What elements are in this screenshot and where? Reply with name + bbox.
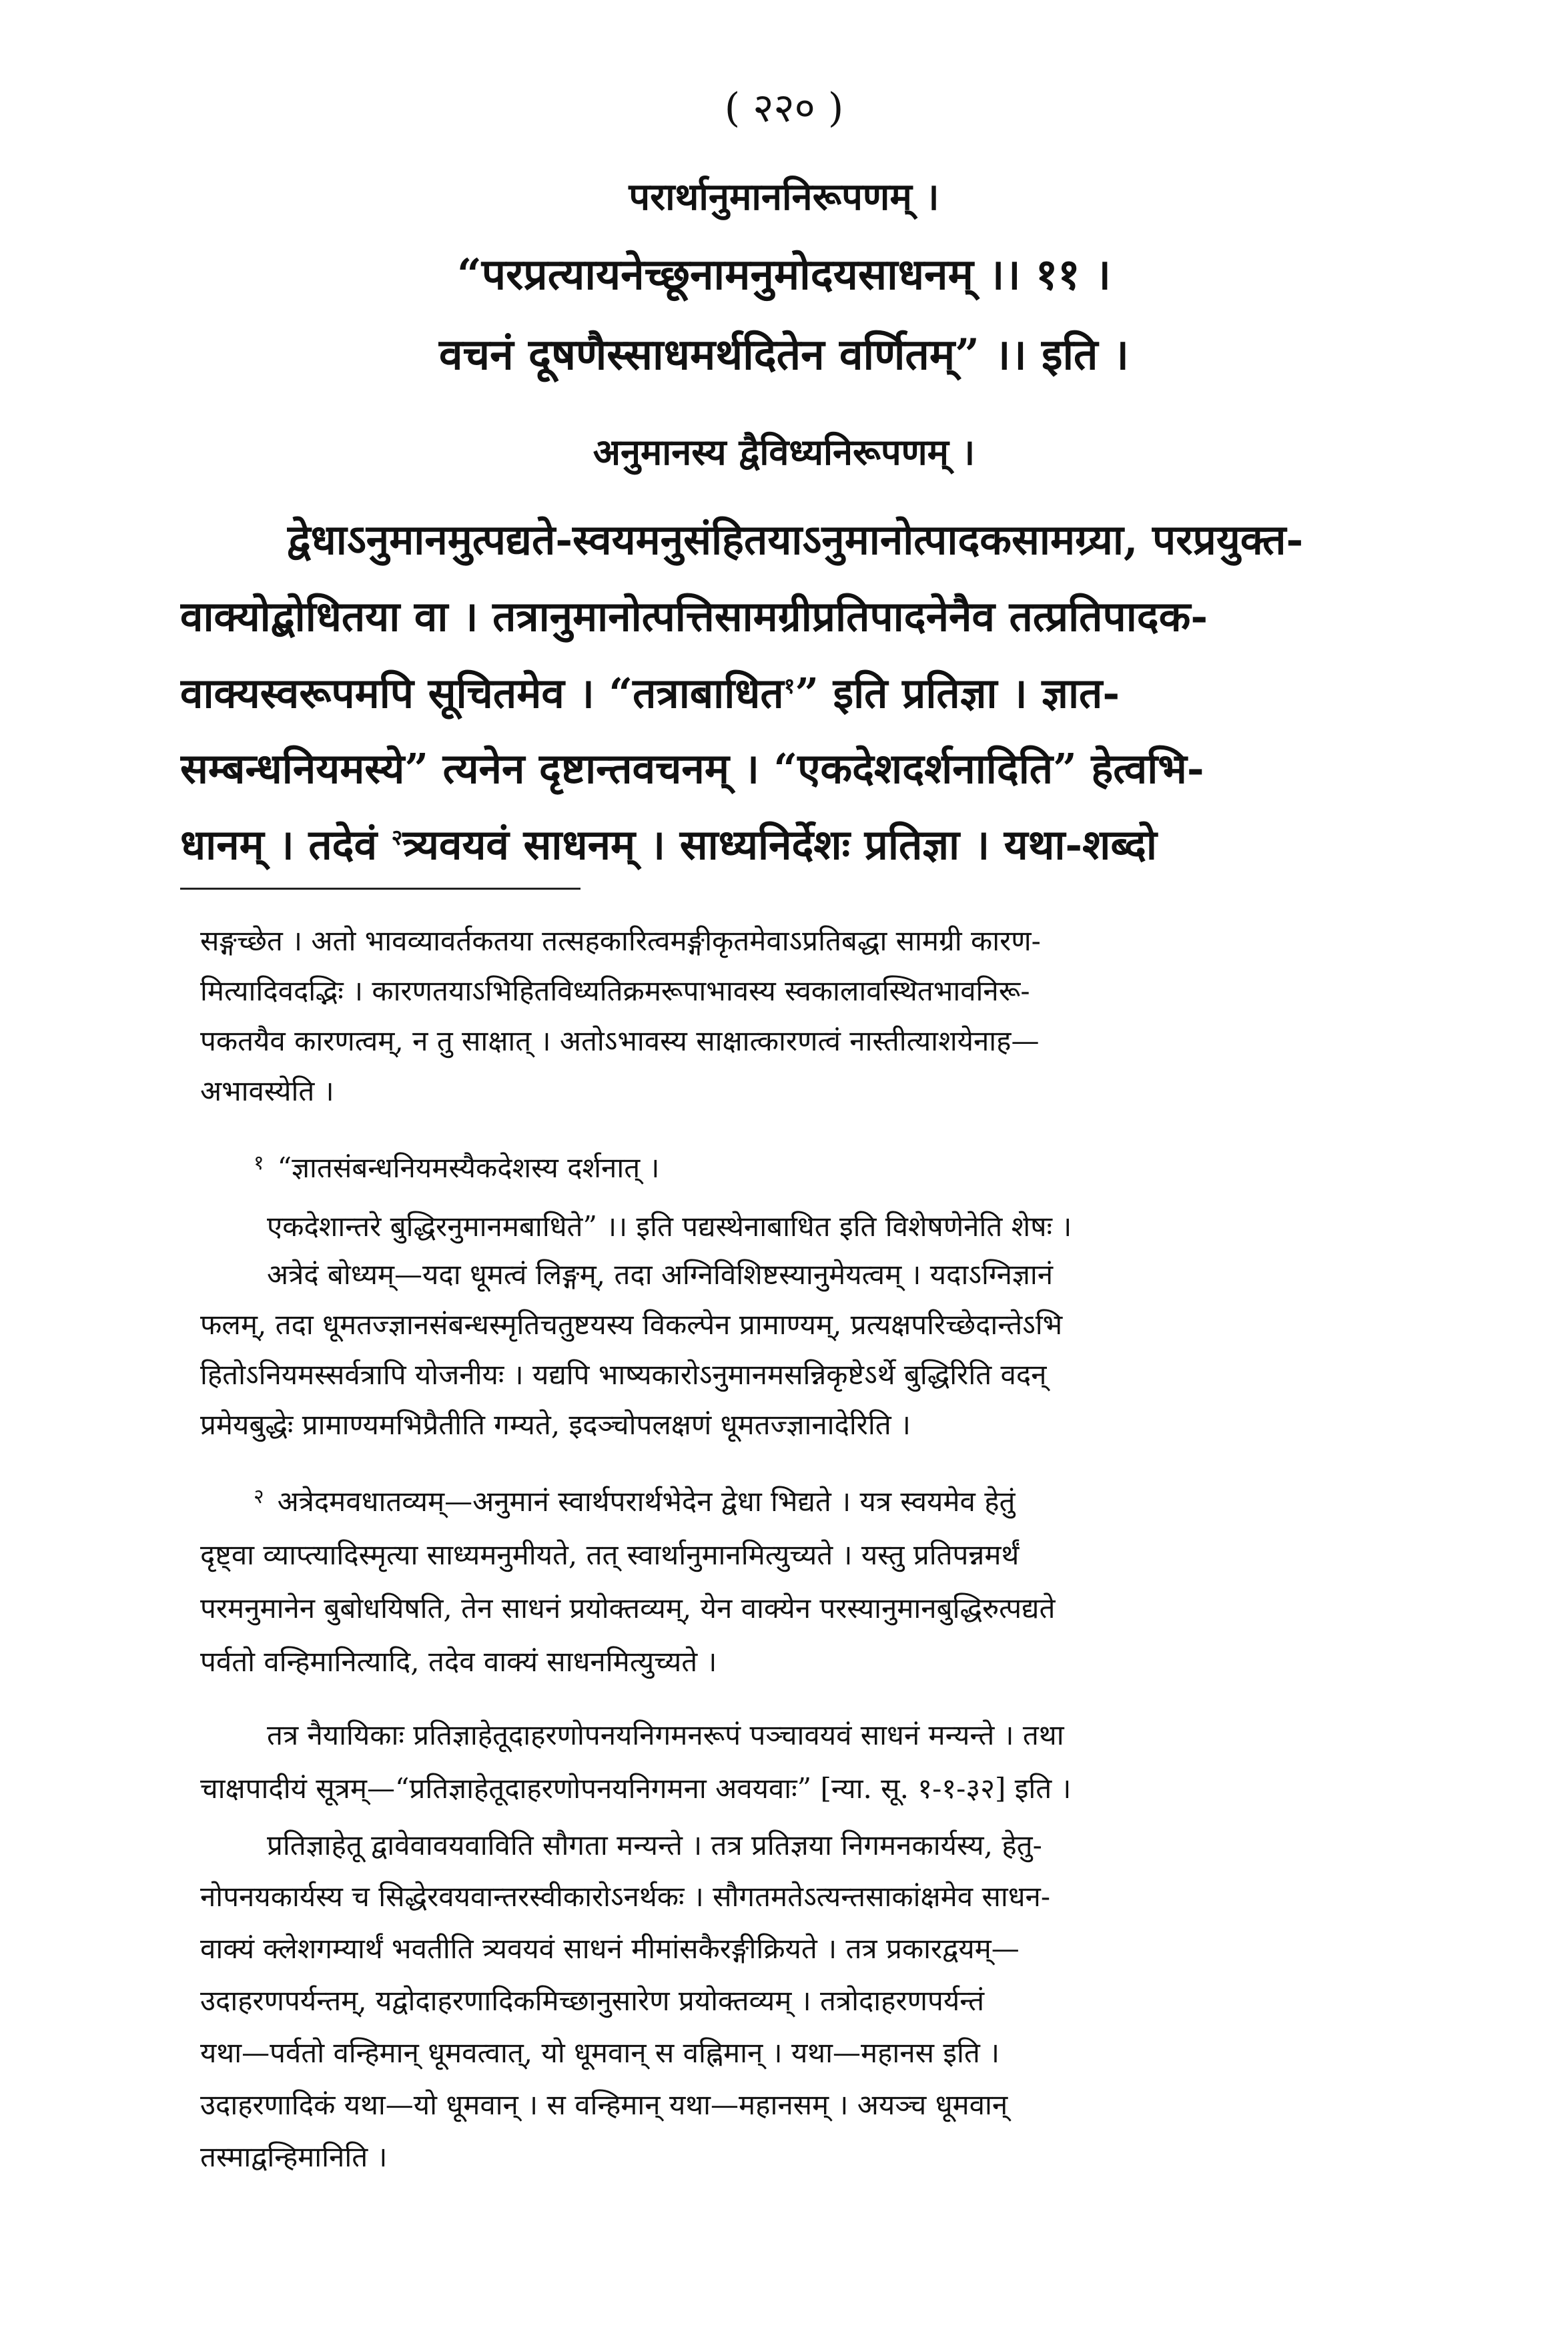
verse-line-2: वचनं दूषणैस्साधमर्थदितेन वर्णितम्” ।। इति । [438, 330, 1130, 380]
footnote-line: अभावस्येति । [200, 1075, 334, 1107]
footnote-line: वाक्यं क्लेशगम्यार्थं भवतीति त्र्यवयवं साधनं मीमांसकैरङ्गीक्रियते । तत्र प्रकारद्वयम्— [200, 1932, 1020, 1965]
heading-anumana-dvaividhya: अनुमानस्य द्वैविध्यनिरूपणम् । [593, 430, 975, 473]
footnote-1-text: “ज्ञातसंबन्धनियमस्यैकदेशस्य दर्शनात् । [277, 1151, 660, 1184]
footnote-line: अत्रेदं बोध्यम्—यदा धूमत्वं लिङ्गम्, तदा अग्निविशिष्टस्यानुमेयत्वम् । यदाऽग्निज्ञानं [267, 1258, 1054, 1291]
main-text-line-3b: ” इति प्रतिज्ञा । ज्ञात- [795, 669, 1120, 717]
main-text-line-5b: त्र्यवयवं साधनम् । साध्यनिर्देशः प्रतिज्ञा । यथा-शब्दो [402, 820, 1157, 869]
footnote-line: सङ्गच्छेत । अतो भावव्यावर्तकतया तत्सहकारित्वमङ्गीकृतमेवाऽप्रतिबद्धा सामग्री कारण- [200, 924, 1041, 957]
footnote-2-mark: २ [254, 1485, 264, 1508]
main-text-line-5a: धानम् । तदेवं [180, 820, 392, 869]
footnote-line: एकदेशान्तरे बुद्धिरनुमानमबाधिते” ।। इति पद्यस्थेनाबाधित इति विशेषणेनेति शेषः । [267, 1210, 1072, 1243]
footnote-1-mark: १ [254, 1151, 264, 1175]
page-number: ( २२० ) [724, 85, 844, 131]
heading-pararthanumana: परार्थानुमाननिरूपणम् । [629, 175, 939, 219]
footnote-line: उदाहरणादिकं यथा—यो धूमवान् । स वन्हिमान् यथा—महानसम् । अयञ्च धूमवान् [200, 2088, 1008, 2121]
main-text-line-3a: वाक्यस्वरूपमपि सूचितमेव । “तत्राबाधित [180, 669, 784, 717]
verse-line-1: “परप्रत्यायनेच्छूनामनुमोदयसाधनम् ।। ११ । [456, 250, 1112, 300]
footnote-line: प्रतिज्ञाहेतू द्वावेवावयवाविति सौगता मन्यन्ते । तत्र प्रतिज्ञया निगमनकार्यस्य, हेतु- [267, 1829, 1042, 1861]
footnote-line: पकतयैव कारणत्वम्, न तु साक्षात् । अतोऽभावस्य साक्षात्कारणत्वं नास्तीत्याशयेनाह— [200, 1025, 1040, 1057]
footnote-ref-1: १ [783, 673, 795, 699]
main-text-line-3 [180, 664, 1435, 720]
footnote-line: चाक्षपादीयं सूत्रम्—“प्रतिज्ञाहेतूदाहरणोपनयनिगमना अवयवाः” [न्या. सू. १-१-३२] इति । [200, 1772, 1072, 1805]
main-text-line-5 [180, 816, 1435, 872]
footnote-line: नोपनयकार्यस्य च सिद्धेरवयवान्तरस्वीकारोऽनर्थकः । सौगतमतेऽत्यन्तसाकांक्षमेव साधन- [200, 1880, 1051, 1913]
footnote-line: प्रमेयबुद्धेः प्रामाण्यमभिप्रैतीति गम्यते, इदञ्चोपलक्षणं धूमतज्ज्ञानादेरिति । [200, 1408, 911, 1441]
footnote-line: परमनुमानेन बुबोधयिषति, तेन साधनं प्रयोक्तव्यम्, येन वाक्येन परस्यानुमानबुद्धिरुत्पद्यते [200, 1592, 1056, 1625]
footnote-line: हितोऽनियमस्सर्वत्रापि योजनीयः । यद्यपि भाष्यकारोऽनुमानमसन्निकृष्टेऽर्थे बुद्धिरिति वदन् [200, 1358, 1047, 1391]
footnote-line: उदाहरणपर्यन्तम्, यद्वोदाहरणादिकमिच्छानुसारेण प्रयोक्तव्यम् । तत्रोदाहरणपर्यन्तं [200, 1984, 985, 2017]
footnote-line: तत्र नैयायिकाः प्रतिज्ञाहेतूदाहरणोपनयनिगमनरूपं पञ्चावयवं साधनं मन्यन्ते । तथा [267, 1719, 1064, 1751]
main-text-line-1: द्वेधाऽनुमानमुत्पद्यते-स्वयमनुसंहितयाऽनुमानोत्पादकसामग्र्या, परप्रयुक्त- [287, 515, 1304, 564]
footnote-line: तस्माद्वन्हिमानिति । [200, 2140, 388, 2173]
footnote-line: यथा—पर्वतो वन्हिमान् धूमवत्वात्, यो धूमवान् स वह्निमान् । यथा—महानस इति । [200, 2036, 1000, 2069]
footnote-line: मित्यादिवदद्भिः । कारणतयाऽभिहितविध्यतिक्रमरूपाभावस्य स्वकालावस्थितभावनिरू- [200, 974, 1030, 1007]
footnote-ref-2: २ [391, 824, 403, 850]
footnote-line: पर्वतो वन्हिमानित्यादि, तदेव वाक्यं साधनमित्युच्यते । [200, 1645, 717, 1678]
main-text-line-4: सम्बन्धनियमस्ये” त्यनेन दृष्टान्तवचनम् । “एकदेशदर्शनादिति” हेत्वभि- [180, 744, 1204, 793]
footnote-2-line [254, 1482, 1441, 1520]
footnote-line: दृष्ट्वा व्याप्त्यादिस्मृत्या साध्यमनुमीयते, तत् स्वार्थानुमानमित्युच्यते । यस्तु प्रतिपन्नमर्थं [200, 1538, 1020, 1571]
footnote-2-text: अत्रेदमवधातव्यम्—अनुमानं स्वार्थपरार्थभेदेन द्वेधा भिद्यते । यत्र स्वयमेव हेतुं [277, 1485, 1016, 1518]
main-text-line-2: वाक्योद्बोधितया वा । तत्रानुमानोत्पत्तिसामग्रीप्रतिपादनेनैव तत्प्रतिपादक- [180, 592, 1208, 641]
footnote-line: फलम्, तदा धूमतज्ज्ञानसंबन्धस्मृतिचतुष्टयस्य विकल्पेन प्रामाण्यम्, प्रत्यक्षपरिच्छेदान्तेऽभि [200, 1308, 1063, 1341]
footnote-1-line [254, 1148, 1441, 1186]
footnote-divider [180, 888, 580, 890]
